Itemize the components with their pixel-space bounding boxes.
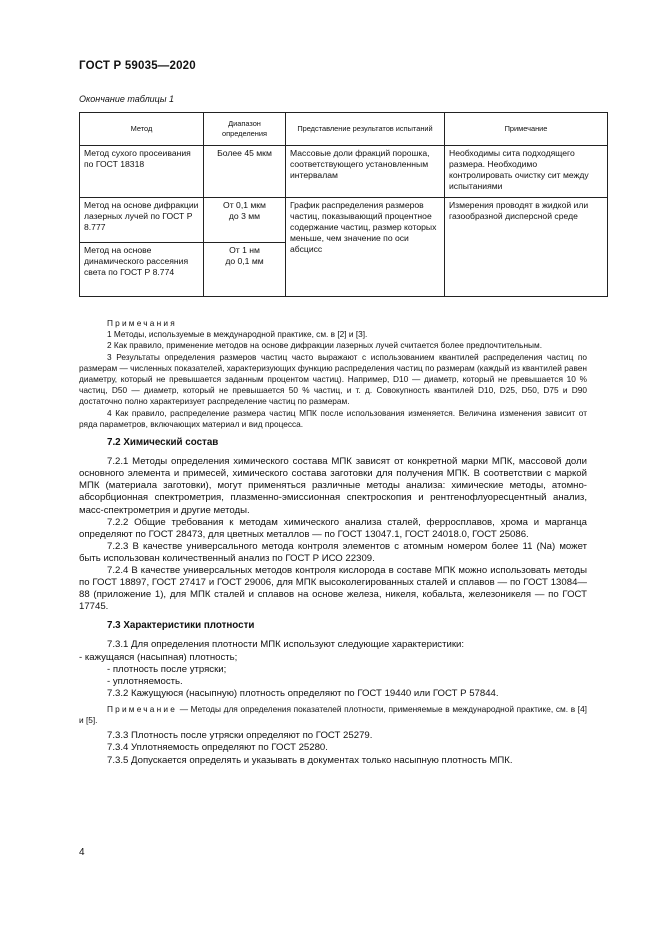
cell-method: Метод сухого просеивания по ГОСТ 18318 [80, 146, 204, 198]
paragraph: 7.3.1 Для определения плотности МПК используют следующие характеристики: [107, 639, 465, 651]
body-text [79, 318, 587, 767]
table-header-row [80, 113, 608, 146]
range-from: От 0,1 мкм [223, 200, 266, 210]
list-item: - кажущаяся (насыпная) плотность; [79, 651, 238, 663]
cell-range [204, 243, 286, 297]
cell-range: Более 45 мкм [204, 146, 286, 198]
cell-result: График распределения размеров частиц, показывающий процентное содержание частиц, размер которых меньше, чем значение по оси абсцисс [286, 198, 445, 297]
note-item: 2 Как правило, применение методов на основе дифракции лазерных лучей считается более предпочтительным. [107, 340, 543, 351]
cell-method: Метод на основе дифракции лазерных лучей по ГОСТ Р 8.777 [80, 198, 204, 243]
header-range: Диапазон определения [204, 113, 286, 146]
header-method: Метод [80, 113, 204, 146]
range-from: От 1 нм [229, 245, 260, 255]
note-label: Примечание [107, 703, 178, 714]
cell-note: Измерения проводят в жидкой или газообразной дисперсной среде [445, 198, 608, 297]
list-item: - плотность после утряски; [107, 663, 227, 675]
paragraph: 7.3.4 Уплотняемость определяют по ГОСТ 25280. [107, 742, 328, 754]
cell-result: Массовые доли фракций порошка, соответствующего установленным интервалам [286, 146, 445, 198]
range-to: до 3 мм [228, 211, 261, 221]
table-row [80, 198, 608, 243]
list-item: - уплотняемость. [107, 675, 183, 687]
methods-table [79, 112, 608, 297]
header-note: Примечание [445, 113, 608, 146]
cell-note: Необходимы сита подходящего размера. Необходимо контролировать очистку сит между испытаниями [445, 146, 608, 198]
table-caption: Окончание таблицы 1 [79, 94, 174, 104]
document-header: ГОСТ Р 59035—2020 [79, 60, 196, 72]
header-result: Представление результатов испытаний [286, 113, 445, 146]
note-text: — Методы для определения показателей плотности, применяемые в международной практике, см. в [4] и [5]. [79, 703, 587, 726]
table-row [80, 146, 608, 198]
note-item: 1 Методы, используемые в международной практике, см. в [2] и [3]. [107, 329, 368, 340]
cell-method: Метод на основе динамического рассеяния света по ГОСТ Р 8.774 [80, 243, 204, 297]
note-item: 3 Результаты определения размеров частиц часто выражают с использованием квантилей распределения частиц по размерам — численных показателей, характеризующих функцию распределения частиц по размерам (каждый из квантилей равен диаметру, который не превышается заданным процентом частиц). Например, D10 — диаметр, который не превышается 10 % частиц, D50 — диаметр, который не превышается 50 % частиц, и т. д. Совокупность квантилей D10, D25, D50, D75 и D90 достаточно полно характеризует распределение частиц по размерам. [79, 351, 587, 407]
paragraph: 7.3.3 Плотность после утряски определяют по ГОСТ 25279. [107, 730, 373, 742]
paragraph: 7.2.1 Методы определения химического состава МПК зависят от конкретной марки МПК, массовой доли основного элемента и примесей, химического состава заготовки для получения МПК. В соответствии с маркой МПК (материала заготовки), могут применяться различные методы анализа: химические методы, атомно-абсорбционная спектрометрия, плазменно-эмиссионная спектроскопия и рентгенофлуоресцентный анализ, масс-спектрометрия и другие методы. [79, 456, 587, 516]
section-heading: 7.2 Химический состав [107, 437, 219, 449]
page-number: 4 [79, 847, 85, 858]
notes-title: Примечания [107, 318, 177, 328]
paragraph: 7.2.3 В качестве универсального метода контроля элементов с атомным номером более 11 (Na) может быть использован количественный анализ по ГОСТ Р ИСО 22309. [79, 540, 587, 564]
density-note [79, 704, 587, 726]
cell-range [204, 198, 286, 243]
note-item: 4 Как правило, распределение размера частиц МПК после использования изменяется. Величина изменения зависит от ряда параметров, включающих материал и вид процесса. [79, 407, 587, 429]
section-heading: 7.3 Характеристики плотности [107, 620, 255, 632]
paragraph: 7.3.5 Допускается определять и указывать в документах только насыпную плотность МПК. [107, 754, 513, 766]
paragraph: 7.3.2 Кажущуюся (насыпную) плотность определяют по ГОСТ 19440 или ГОСТ Р 57844. [107, 687, 499, 699]
paragraph: 7.2.4 В качестве универсальных методов контроля кислорода в составе МПК можно использовать методы по ГОСТ 18897, ГОСТ 27417 и ГОСТ 29006, для МПК высоколегированных сталей и сплавов — по ГОСТ 13084—88 (приложение 1), для МПК сталей и сплавов на основе железа, никеля, кобальта, железоникеля — по ГОСТ 17745. [79, 564, 587, 613]
range-to: до 0,1 мм [225, 256, 264, 266]
paragraph: 7.2.2 Общие требования к методам химического анализа сталей, ферросплавов, хрома и марганца определяют по ГОСТ 28473, для цветных металлов — по ГОСТ 13047.1, ГОСТ 24018.0, ГОСТ 25086. [79, 516, 587, 540]
